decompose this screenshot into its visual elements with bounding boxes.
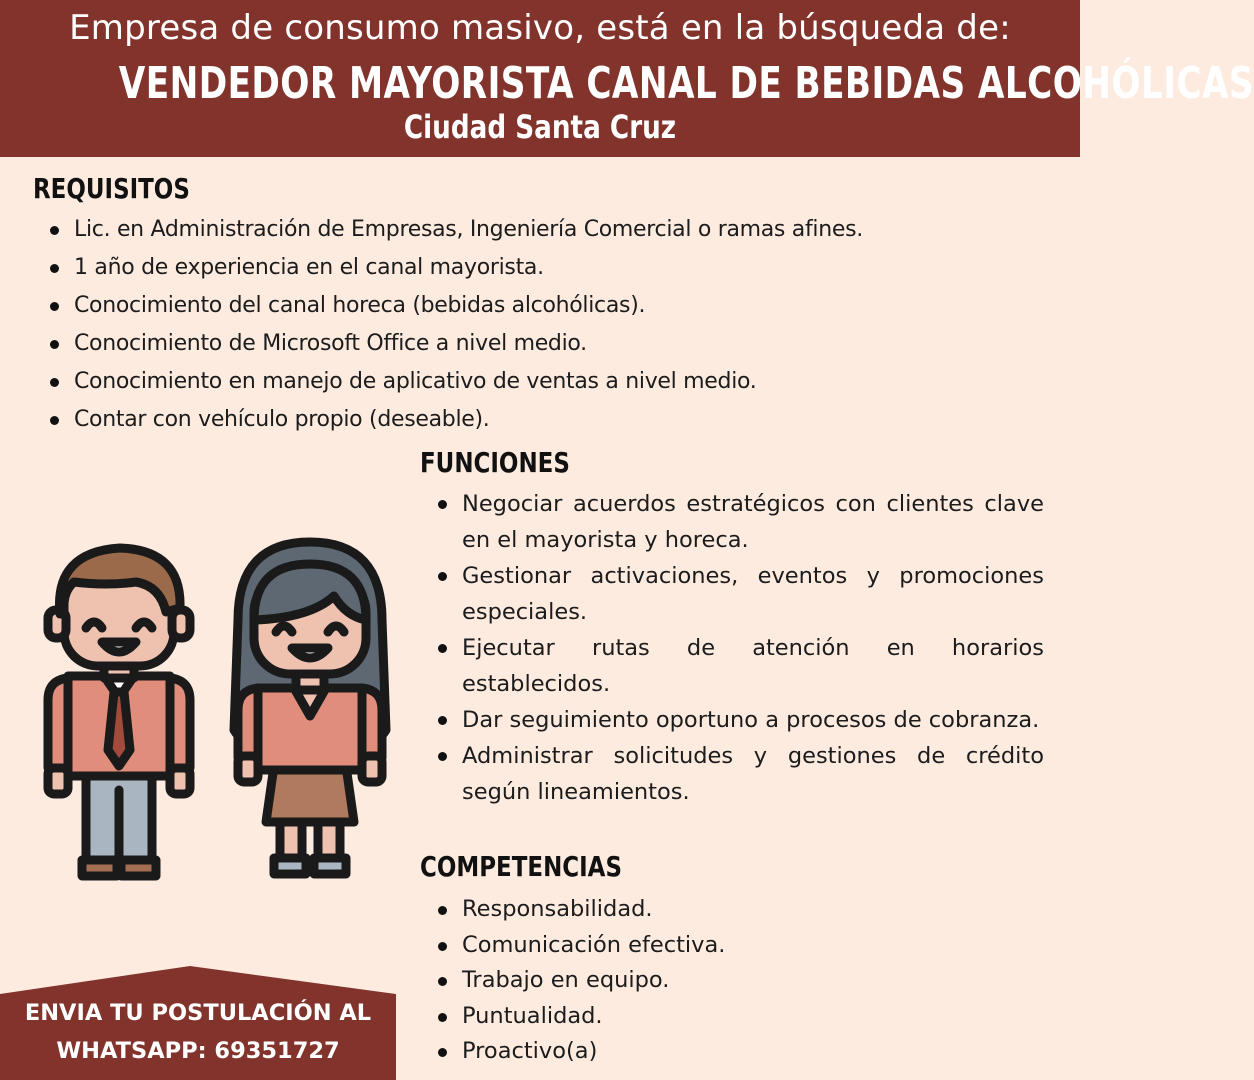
job-location: Ciudad Santa Cruz — [403, 108, 677, 146]
list-item: Conocimiento de Microsoft Office a nivel medio. — [46, 325, 1046, 363]
woman-figure — [234, 542, 386, 874]
list-item: Responsabilidad. — [434, 892, 1044, 928]
list-item: Conocimiento en manejo de aplicativo de ventas a nivel medio. — [46, 363, 1046, 401]
job-title: VENDEDOR MAYORISTA CANAL DE BEBIDAS ALCOHÓLICAS — [118, 58, 1254, 109]
list-item: Proactivo(a) — [434, 1034, 1044, 1070]
list-item: Comunicación efectiva. — [434, 928, 1044, 964]
list-item: Contar con vehículo propio (deseable). — [46, 401, 1046, 439]
list-item: Administrar solicitudes y gestiones de crédito según lineamientos. — [434, 738, 1044, 810]
man-figure — [48, 548, 190, 876]
list-item: 1 año de experiencia en el canal mayorista. — [46, 249, 1046, 287]
funciones-heading: FUNCIONES — [420, 446, 570, 479]
list-item: Gestionar activaciones, eventos y promociones especiales. — [434, 558, 1044, 630]
list-item: Negociar acuerdos estratégicos con clientes clave en el mayorista y horeca. — [434, 486, 1044, 558]
list-item: Conocimiento del canal horeca (bebidas alcohólicas). — [46, 287, 1046, 325]
requisitos-heading: REQUISITOS — [33, 172, 190, 205]
header-intro: Empresa de consumo masivo, está en la búsqueda de: — [69, 8, 1011, 48]
competencias-list — [434, 892, 1044, 1070]
header-banner — [0, 0, 1254, 157]
competencias-heading: COMPETENCIAS — [420, 850, 622, 883]
list-item: Ejecutar rutas de atención en horarios establecidos. — [434, 630, 1044, 702]
requisitos-list — [46, 211, 1046, 439]
list-item: Trabajo en equipo. — [434, 963, 1044, 999]
cta-whatsapp-number: WHATSAPP: 69351727 — [56, 1038, 340, 1064]
list-item: Dar seguimiento oportuno a procesos de cobranza. — [434, 702, 1044, 738]
cta-line-1: ENVIA TU POSTULACIÓN AL — [24, 1000, 372, 1026]
list-item: Puntualidad. — [434, 999, 1044, 1035]
man-and-woman-icon — [38, 540, 383, 884]
list-item: Lic. en Administración de Empresas, Ingeniería Comercial o ramas afines. — [46, 211, 1046, 249]
funciones-list — [434, 486, 1044, 810]
apply-whatsapp-banner — [0, 966, 396, 1080]
